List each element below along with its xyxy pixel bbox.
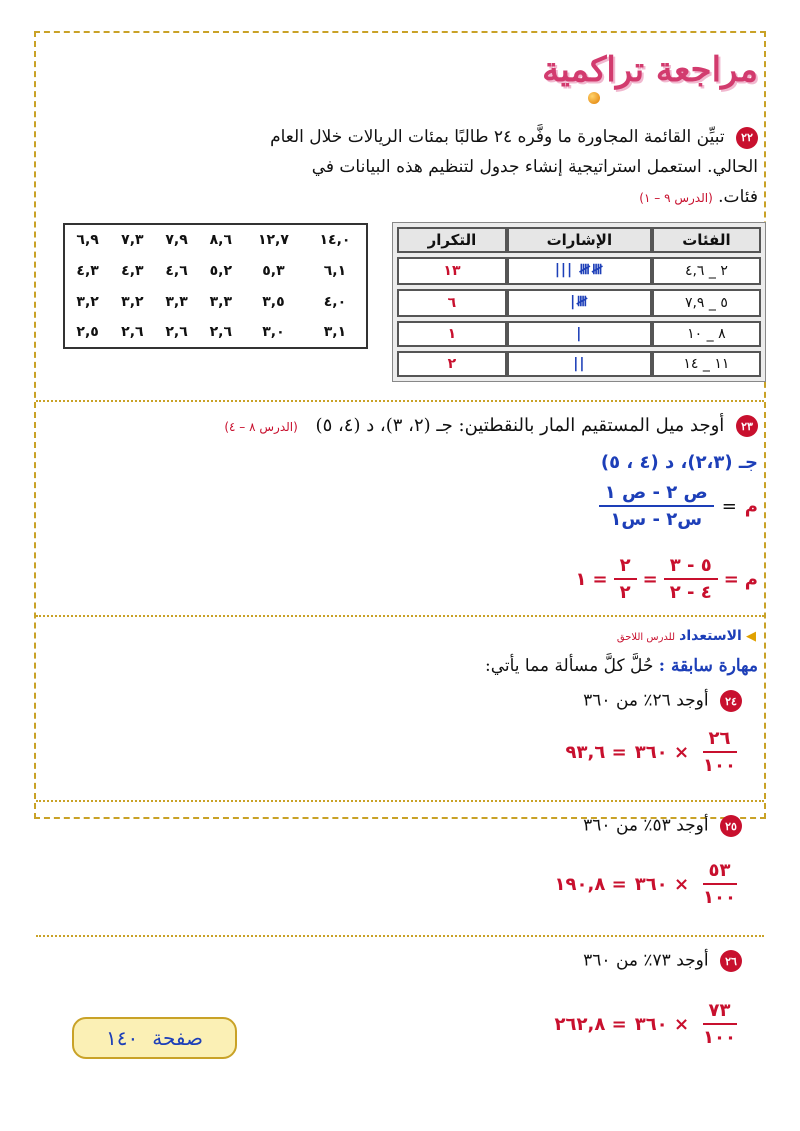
equals-sign: = <box>592 568 608 590</box>
fraction-denominator: ١٠٠ <box>703 1027 736 1048</box>
data-value: ٣,٢ <box>121 293 144 310</box>
multiplier: × ٣٦٠ <box>634 741 690 763</box>
title-decoration-icon <box>588 92 600 104</box>
answer-result: = ١٩٠,٨ <box>554 873 627 895</box>
question-24 <box>583 690 742 712</box>
question-25-text: أوجد ٥٣٪ من ٣٦٠ <box>583 815 709 836</box>
count-cell: ٢ <box>397 351 507 377</box>
table-row <box>397 289 761 317</box>
formula-fraction <box>599 482 714 530</box>
page-number: ١٤٠ <box>106 1026 139 1050</box>
data-value: ٧,٩ <box>165 232 188 248</box>
table-row <box>397 257 761 285</box>
fraction-denominator: ١٠٠ <box>703 887 736 908</box>
data-value: ٣,٢ <box>76 293 99 310</box>
data-value: ٧,٣ <box>121 232 144 248</box>
slope-symbol: م <box>744 495 758 517</box>
fraction-denominator: ١٠٠ <box>703 755 736 776</box>
section-title: مراجعة تراكمية <box>542 50 758 90</box>
simplified-denominator: ٢ <box>619 582 631 603</box>
data-value: ٣,٠ <box>262 324 285 340</box>
answer-result: = ٢٦٢,٨ <box>554 1013 627 1035</box>
class-cell: ٢ _ ٤,٦ <box>652 257 761 285</box>
percent-fraction <box>697 728 742 776</box>
question-23-text: أوجد ميل المستقيم المار بالنقطتين: جـ (٢، ٣)، د (٤، ٥) <box>315 415 725 436</box>
lesson-reference: (الدرس ٩ – ١) <box>639 191 713 205</box>
header-tally: الإشارات <box>507 227 652 253</box>
data-value: ٤,٣ <box>76 262 99 279</box>
class-cell: ٥ _ ٧,٩ <box>652 289 761 317</box>
class-cell: ٨ _ ١٠ <box>652 321 761 347</box>
header-classes: الفئات <box>652 227 761 253</box>
calc-denominator: ٤ - ٢ <box>669 582 712 603</box>
formula-denominator: س٢ - س١ <box>610 509 703 530</box>
percent-fraction <box>697 860 742 908</box>
question-25 <box>583 815 742 837</box>
formula-numerator: ص ٢ - ص ١ <box>599 482 714 507</box>
data-value: ٢,٦ <box>165 324 188 340</box>
table-row <box>64 286 367 317</box>
question-23 <box>58 415 758 437</box>
preparation-heading <box>617 628 756 644</box>
tally-cell: 𝍸𝍸 ||| <box>507 257 652 285</box>
table-row <box>397 351 761 377</box>
tally-cell: 𝍸| <box>507 289 652 317</box>
frequency-table-header <box>397 227 761 253</box>
page-label: صفحة <box>152 1026 203 1050</box>
page-number-badge <box>72 1017 237 1059</box>
tally-cell: | <box>507 321 652 347</box>
data-value: ٢,٦ <box>209 324 233 340</box>
fraction-numerator: ٢٦ <box>703 728 737 753</box>
arrow-icon: ◀ <box>746 629 756 644</box>
question-26-text: أوجد ٧٣٪ من ٣٦٠ <box>583 950 709 971</box>
preparation-label: الاستعداد <box>679 628 742 644</box>
count-cell: ١ <box>397 321 507 347</box>
count-cell: ١٣ <box>397 257 507 285</box>
section-divider <box>36 800 764 802</box>
data-value: ١٤,٠ <box>319 232 351 248</box>
header-frequency: التكرار <box>397 227 507 253</box>
data-value: ٢,٥ <box>76 324 99 340</box>
data-value: ٤,٦ <box>165 262 188 279</box>
preparation-sublabel: للدرس اللاحق <box>616 632 676 643</box>
data-value: ١٢,٧ <box>257 232 289 248</box>
slope-formula <box>599 482 758 530</box>
calc-fraction <box>664 555 718 603</box>
multiplier: × ٣٦٠ <box>634 873 690 895</box>
table-row <box>397 321 761 347</box>
fraction-numerator: ٥٣ <box>703 860 737 885</box>
data-value: ٣,١ <box>323 324 347 340</box>
slope-calculation <box>576 555 759 603</box>
percent-fraction <box>697 1000 742 1048</box>
question-number-badge: ٢٥ <box>720 815 742 837</box>
question-number-badge: ٢٢ <box>736 127 758 149</box>
data-value: ٥,٢ <box>209 262 233 279</box>
question-number-badge: ٢٤ <box>720 690 742 712</box>
answer-result: = ٩٣,٦ <box>565 741 627 763</box>
question-22 <box>268 122 758 213</box>
answer-24 <box>566 728 742 776</box>
slope-symbol: م <box>744 568 758 590</box>
data-value: ٣,٣ <box>209 293 233 310</box>
calc-numerator: ٥ - ٣ <box>664 555 718 580</box>
table-row <box>64 255 367 286</box>
section-divider <box>36 400 764 402</box>
question-number-badge: ٢٣ <box>736 415 758 437</box>
class-cell: ١١ _ ١٤ <box>652 351 761 377</box>
equals-sign: = <box>723 568 739 590</box>
table-row <box>64 317 367 348</box>
data-value: ٨,٦ <box>209 232 233 248</box>
data-value: ٤,٣ <box>121 262 144 279</box>
prior-skill <box>485 656 758 676</box>
data-value: ٣,٣ <box>165 293 188 310</box>
count-cell: ٦ <box>397 289 507 317</box>
answer-26 <box>555 1000 742 1048</box>
multiplier: × ٣٦٠ <box>634 1013 690 1035</box>
table-row <box>64 224 367 255</box>
data-value: ٣,٥ <box>262 293 285 310</box>
equals-sign: = <box>721 495 737 517</box>
data-value: ٦,١ <box>323 262 347 279</box>
data-value: ٦,٩ <box>76 232 99 248</box>
section-divider <box>36 615 764 617</box>
question-24-text: أوجد ٢٦٪ من ٣٦٠ <box>583 690 709 711</box>
lesson-reference: (الدرس ٨ – ٤) <box>224 420 298 434</box>
data-value: ٢,٦ <box>121 324 144 340</box>
section-divider <box>36 935 764 937</box>
simplified-fraction <box>614 555 637 603</box>
prior-skill-label: مهارة سابقة : <box>658 656 758 676</box>
data-value: ٥,٣ <box>262 262 285 279</box>
question-22-text: تبيِّن القائمة المجاورة ما وفَّره ٢٤ طالبًا بمئات الريالات خلال العام الحالي. استعمل استراتيجية إنشاء جدول لتنظيم هذه البيانات في فئات. <box>270 127 758 207</box>
frequency-table <box>392 222 766 382</box>
simplified-numerator: ٢ <box>614 555 637 580</box>
prior-skill-text: حُلَّ كلَّ مسألة مما يأتي: <box>484 656 654 676</box>
answer-25 <box>555 860 742 908</box>
equals-sign: = <box>642 568 658 590</box>
tally-cell: || <box>507 351 652 377</box>
given-points: جـ (٢،٣)، د (٤ ، ٥) <box>600 452 758 473</box>
fraction-numerator: ٧٣ <box>703 1000 737 1025</box>
question-26 <box>583 950 742 972</box>
savings-data-list <box>63 223 368 349</box>
slope-result: ١ <box>575 568 587 590</box>
question-number-badge: ٢٦ <box>720 950 742 972</box>
data-value: ٤,٠ <box>323 293 347 310</box>
